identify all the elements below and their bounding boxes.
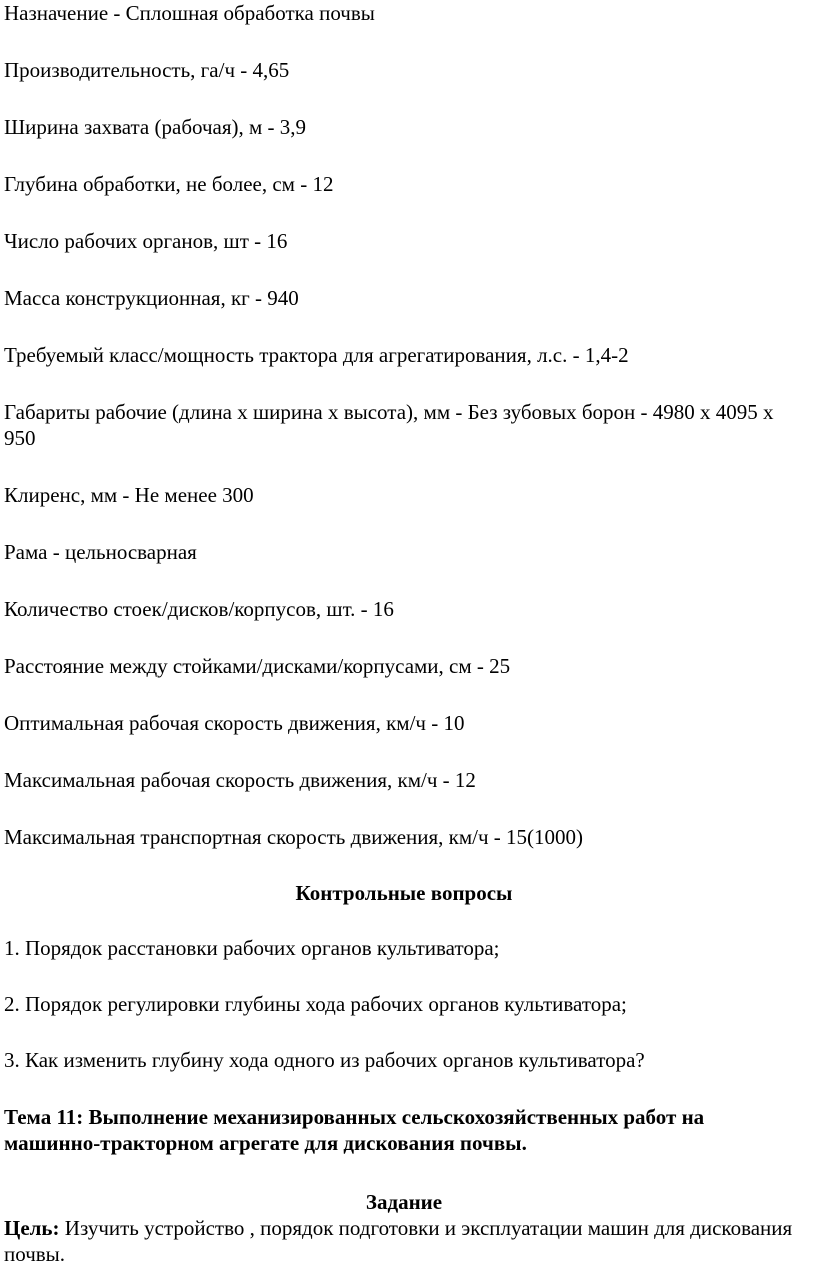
control-questions-heading: Контрольные вопросы [295,881,513,905]
spec-frame: Рама - цельносварная [4,540,197,564]
goal-label: Цель: [4,1216,60,1240]
control-question-1: 1. Порядок расстановки рабочих органов культиватора; [4,936,500,960]
spec-racks-count: Количество стоек/дисков/корпусов, шт. - 16 [4,597,394,621]
spec-list [4,0,804,850]
spec-mass: Масса конструкционная, кг - 940 [4,286,299,310]
spec-purpose: Назначение - Сплошная обработка почвы [4,1,375,25]
document-page [4,0,804,1267]
spec-working-width: Ширина захвата (рабочая), м - 3,9 [4,115,307,139]
spec-clearance: Клиренс, мм - Не менее 300 [4,483,254,507]
spec-dimensions: Габариты рабочие (длина х ширина х высота), мм - Без зубовых борон - 4980 х 4095 х 950 [4,400,774,450]
spec-working-bodies: Число рабочих органов, шт - 16 [4,229,288,253]
goal-text: Изучить устройство , порядок подготовки и эксплуатации машин для дискования почвы. [4,1216,793,1266]
spec-max-transport-speed: Максимальная транспортная скорость движения, км/ч - 15(1000) [4,825,584,849]
spec-productivity: Производительность, га/ч - 4,65 [4,58,290,82]
topic-title: Тема 11: Выполнение механизированных сельскохозяйственных работ на машинно-тракторном агрегате для дискования почвы. [4,1105,705,1155]
spec-max-working-speed: Максимальная рабочая скорость движения, км/ч - 12 [4,768,476,792]
task-heading: Задание [365,1190,443,1214]
spec-tractor-class: Требуемый класс/мощность трактора для агрегатирования, л.с. - 1,4-2 [4,343,629,367]
spec-depth: Глубина обработки, не более, см - 12 [4,172,334,196]
spec-optimal-speed: Оптимальная рабочая скорость движения, км/ч - 10 [4,711,465,735]
task-goal [4,1215,804,1267]
control-question-2: 2. Порядок регулировки глубины хода рабочих органов культиватора; [4,992,627,1016]
control-question-3: 3. Как изменить глубину хода одного из рабочих органов культиватора? [4,1048,645,1072]
spec-racks-spacing: Расстояние между стойками/дисками/корпусами, см - 25 [4,654,511,678]
